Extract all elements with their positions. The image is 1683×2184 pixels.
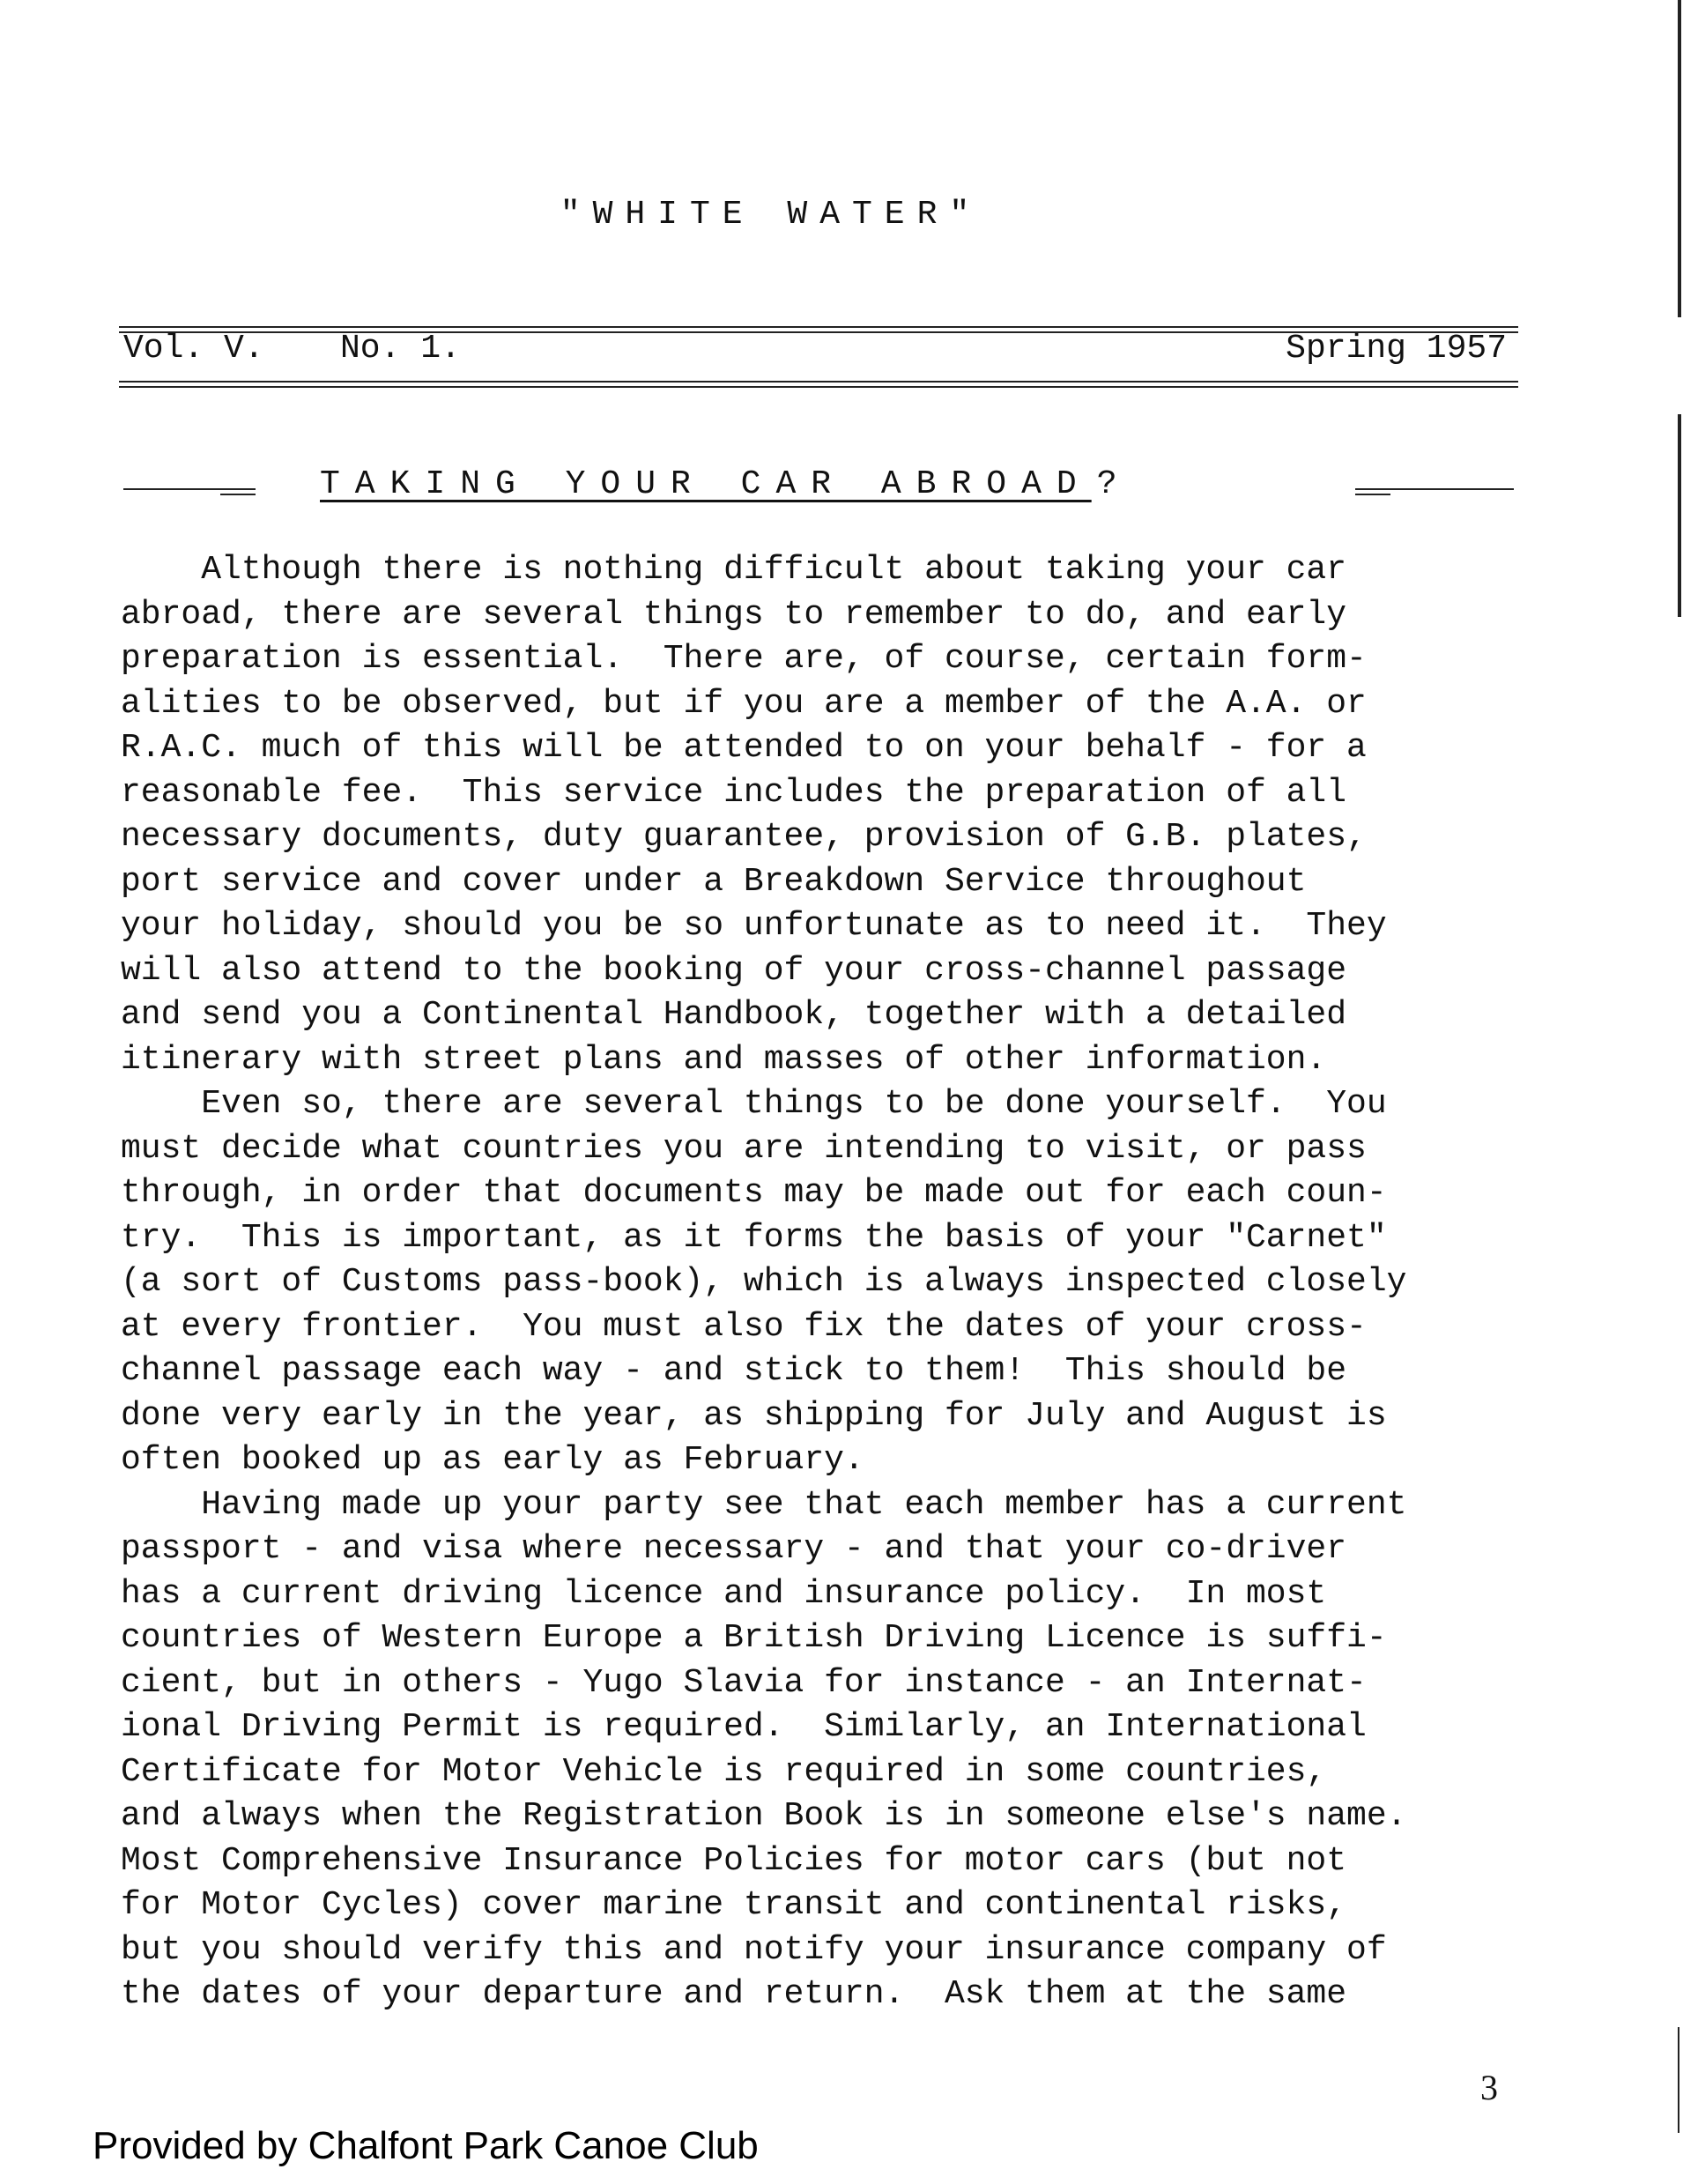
masthead-rule-bottom-inner — [119, 386, 1518, 388]
article-line: at every frontier. You must also fix the dates of your cross- — [121, 1307, 1367, 1346]
article-line: try. This is important, as it forms the basis of your "Carnet" — [121, 1218, 1387, 1257]
article-line: channel passage each way - and stick to them! This should be — [121, 1352, 1347, 1390]
provenance-caption: Provided by Chalfont Park Canoe Club — [93, 2124, 759, 2167]
page-number: 3 — [1480, 2068, 1498, 2107]
article-line: Even so, there are several things to be done yourself. You — [121, 1085, 1387, 1123]
article-line: but you should verify this and notify your insurance company of — [121, 1930, 1387, 1969]
masthead-rule-bottom — [119, 381, 1518, 383]
article-line: cient, but in others - Yugo Slavia for instance - an Internat- — [121, 1663, 1367, 1702]
masthead — [123, 330, 1507, 374]
article-line: Certificate for Motor Vehicle is required in some countries, — [121, 1752, 1327, 1791]
article-line: and send you a Continental Handbook, together with a detailed — [121, 996, 1347, 1034]
article-line: the dates of your departure and return. Ask them at the same — [121, 1975, 1347, 2013]
article-line: R.A.C. much of this will be attended to on your behalf - for a — [121, 729, 1367, 767]
article-line: reasonable fee. This service includes the preparation of all — [121, 773, 1347, 812]
article-line: ional Driving Permit is required. Similarly, an International — [121, 1708, 1367, 1746]
article-line: has a current driving licence and insurance policy. In most — [121, 1574, 1327, 1613]
article-line: (a sort of Customs pass-book), which is always inspected closely — [121, 1263, 1407, 1301]
article-line: abroad, there are several things to remember to do, and early — [121, 595, 1347, 634]
article-headline — [320, 465, 1132, 503]
article-line: necessary documents, duty guarantee, provision of G.B. plates, — [121, 818, 1367, 856]
article-line: countries of Western Europe a British Driving Licence is suffi- — [121, 1619, 1387, 1657]
article-line: Having made up your party see that each member has a current — [121, 1485, 1407, 1524]
article-line: done very early in the year, as shipping for July and August is — [121, 1396, 1387, 1435]
article-line: your holiday, should you be so unfortunate as to need it. They — [121, 907, 1387, 945]
headline-question-mark: ? — [1096, 465, 1132, 503]
article-line: through, in order that documents may be made out for each coun- — [121, 1174, 1387, 1212]
article-line: itinerary with street plans and masses of other information. — [121, 1040, 1327, 1079]
article-line: will also attend to the booking of your cross-channel passage — [121, 951, 1347, 990]
newsletter-title: "WHITE WATER" — [560, 196, 982, 234]
article-headline-row — [119, 465, 1518, 518]
article-line: port service and cover under a Breakdown Service throughout — [121, 862, 1307, 901]
headline-dash-right — [1355, 488, 1514, 490]
issue-date: Spring 1957 — [1286, 330, 1507, 368]
article-line: alities to be observed, but if you are a member of the A.A. or — [121, 684, 1367, 723]
article-line: for Motor Cycles) cover marine transit and continental risks, — [121, 1886, 1347, 1924]
article-line: often booked up as early as February. — [121, 1441, 864, 1479]
issue-number: No. 1. — [340, 330, 461, 368]
volume-label: Vol. V. — [123, 330, 264, 368]
article-body — [121, 548, 1531, 2017]
headline-text: TAKING YOUR CAR ABROAD — [320, 465, 1092, 503]
article-line: must decide what countries you are intending to visit, or pass — [121, 1129, 1367, 1168]
article-line: Most Comprehensive Insurance Policies for motor cars (but not — [121, 1841, 1347, 1880]
headline-dash-left — [123, 488, 256, 490]
article-line: and always when the Registration Book is in someone else's name. — [121, 1797, 1407, 1835]
scan-edge-marks — [1678, 0, 1683, 2184]
article-line: Although there is nothing difficult about taking your car — [121, 551, 1347, 589]
masthead-rule-top — [119, 326, 1518, 328]
article-line: passport - and visa where necessary - and that your co-driver — [121, 1530, 1347, 1568]
article-line: preparation is essential. There are, of course, certain form- — [121, 640, 1367, 678]
